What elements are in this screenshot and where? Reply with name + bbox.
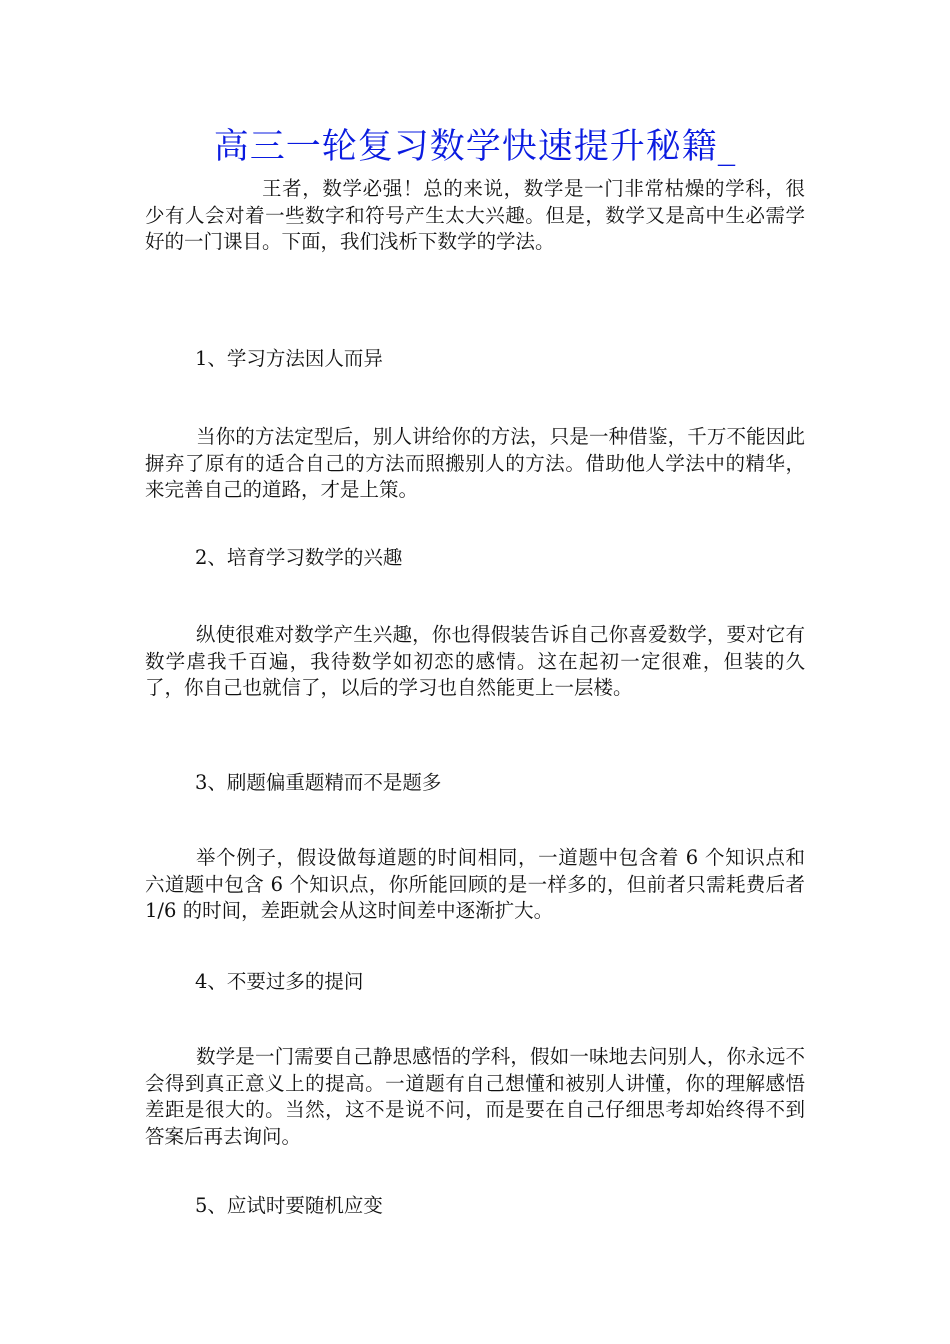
document-title: 高三一轮复习数学快速提升秘籍_ <box>213 127 737 167</box>
section-heading-3: 3、刷题偏重题精而不是题多 <box>195 771 442 794</box>
section-body-2: 纵使很难对数学产生兴趣，你也得假装告诉自己你喜爱数学，要对它有数学虐我千百遍，我待数学如初恋的感情。这在起初一定很难，但装的久了，你自己也就信了，以后的学习也自然能更上一层楼。 <box>145 623 805 699</box>
section-heading-5: 5、应试时要随机应变 <box>195 1194 383 1217</box>
section-body-4: 数学是一门需要自己静思感悟的学科，假如一味地去问别人，你永远不会得到真正意义上的提高。一道题有自己想懂和被别人讲懂，你的理解感悟差距是很大的。当然，这不是说不问，而是要在自己仔细思考却始终得不到答案后再去询问。 <box>145 1045 805 1148</box>
intro-paragraph: 王者，数学必强！总的来说，数学是一门非常枯燥的学科，很少有人会对着一些数字和符号产生太大兴趣。但是，数学又是高中生必需学好的一门课目。下面，我们浅析下数学的学法。 <box>145 177 805 253</box>
section-heading-1: 1、学习方法因人而异 <box>195 347 383 370</box>
section-body-1: 当你的方法定型后，别人讲给你的方法，只是一种借鉴，千万不能因此摒弃了原有的适合自己的方法而照搬别人的方法。借助他人学法中的精华，来完善自己的道路，才是上策。 <box>145 425 805 501</box>
section-body-3: 举个例子，假设做每道题的时间相同，一道题中包含着 6 个知识点和六道题中包含 6 个知识点，你所能回顾的是一样多的，但前者只需耗费后者 1/6 的时间，差距就会从这时间差中逐渐扩大。 <box>145 846 805 922</box>
section-heading-2: 2、培育学习数学的兴趣 <box>195 546 403 569</box>
section-heading-4: 4、不要过多的提问 <box>195 970 364 993</box>
